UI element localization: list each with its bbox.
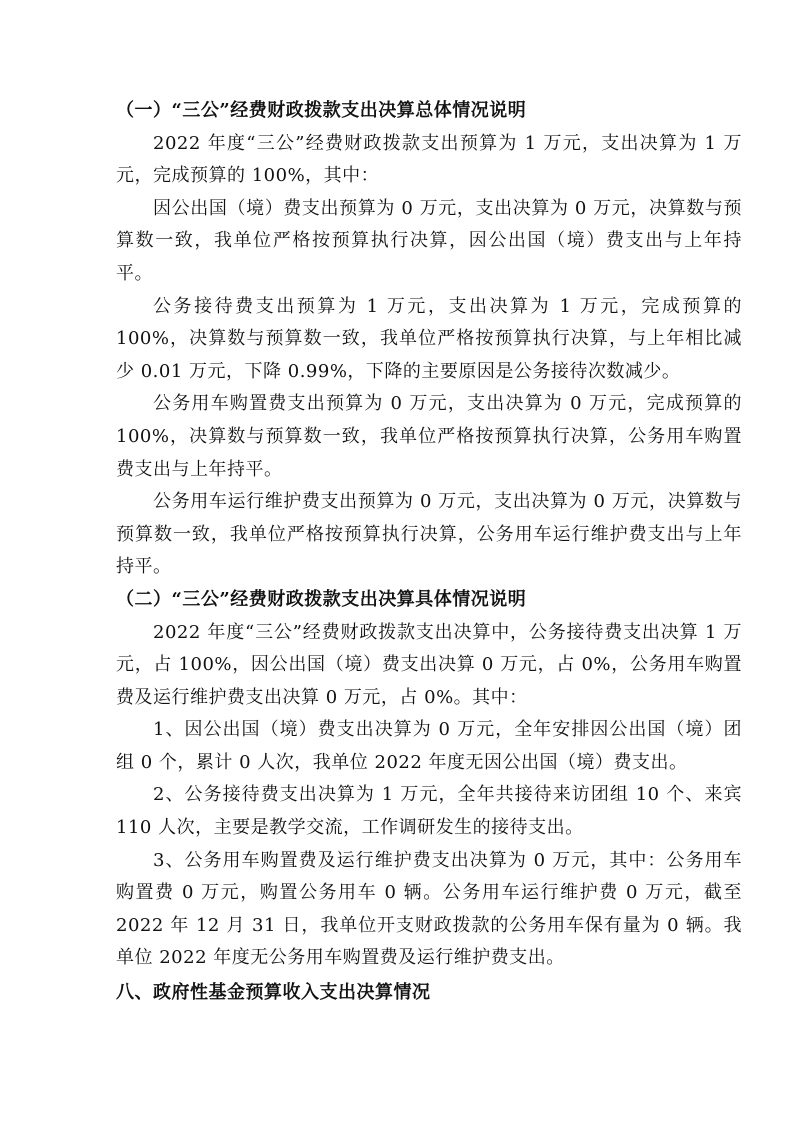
paragraph-detail-reception: 2、公务接待费支出决算为 1 万元，全年共接待来访团组 10 个、来宾 110 人次，主要是教学交流，工作调研发生的接待支出。 — [116, 784, 742, 839]
paragraph-total-budget: 2022 年度“三公”经费财政拨款支出预算为 1 万元，支出决算为 1 万元，完成预算的 100%，其中： — [116, 132, 742, 187]
paragraph-vehicle-purchase: 公务用车购置费支出预算为 0 万元，支出决算为 0 万元，完成预算的 100%，决算数与预算数一致，我单位严格按预算执行决算，公务用车购置费支出与上年持平。 — [116, 393, 742, 480]
paragraph-reception: 公务接待费支出预算为 1 万元，支出决算为 1 万元，完成预算的 100%，决算数与预算数一致，我单位严格按预算执行决算，与上年相比减少 0.01 万元，下降 0.99%，下降的主要原因是公务接待次数减少。 — [116, 295, 742, 382]
paragraph-detail-overseas: 1、因公出国（境）费支出决算为 0 万元，全年安排因公出国（境）团组 0 个，累计 0 人次，我单位 2022 年度无因公出国（境）费支出。 — [116, 719, 742, 773]
document-body — [116, 95, 742, 1010]
section-heading-government-fund: 八、政府性基金预算收入支出决算情况 — [116, 982, 431, 1004]
paragraph-detail-summary: 2022 年度“三公”经费财政拨款支出决算中，公务接待费支出决算 1 万元，占 100%，因公出国（境）费支出决算 0 万元，占 0%，公务用车购置费及运行维护费支出决算 0 万元，占 0%。其中： — [116, 621, 742, 708]
heading-overall: （一）“三公”经费财政拨款支出决算总体情况说明 — [116, 100, 527, 121]
paragraph-vehicle-operation: 公务用车运行维护费支出预算为 0 万元，支出决算为 0 万元，决算数与预算数一致，我单位严格按预算执行决算，公务用车运行维护费支出与上年持平。 — [116, 491, 742, 578]
heading-detail: （二）“三公”经费财政拨款支出决算具体情况说明 — [116, 588, 527, 610]
paragraph-overseas: 因公出国（境）费支出预算为 0 万元，支出决算为 0 万元，决算数与预算数一致，我单位严格按预算执行决算，因公出国（境）费支出与上年持平。 — [116, 197, 742, 284]
paragraph-detail-vehicle: 3、公务用车购置费及运行维护费支出决算为 0 万元，其中：公务用车购置费 0 万元，购置公务用车 0 辆。公务用车运行维护费 0 万元，截至 2022 年 12 月 31 日，我单位开支财政拨款的公务用车保有量为 0 辆。我单位 2022 年度无公务用车购置费及运行维护费支出。 — [116, 849, 742, 969]
